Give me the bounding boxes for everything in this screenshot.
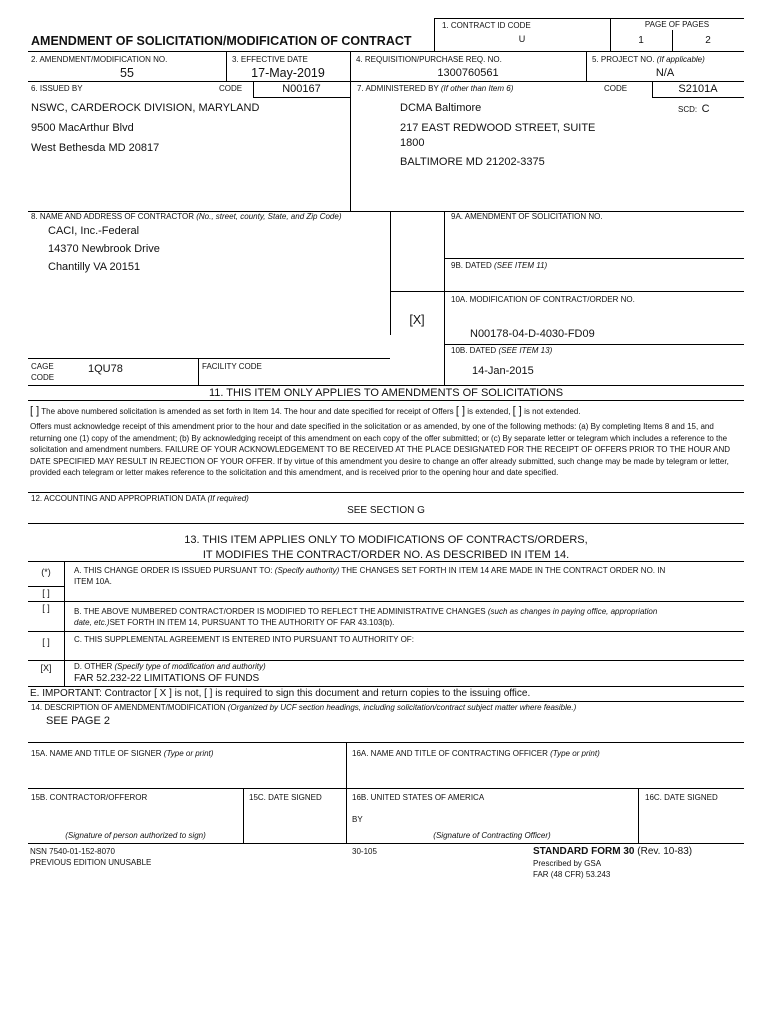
item-9a-label: 9A. AMENDMENT OF SOLICITATION NO. [451,212,603,221]
rule [350,81,351,211]
effective-date-label: 3. EFFECTIVE DATE [232,55,308,64]
rule [434,18,744,19]
administered-by-label [357,84,513,93]
item-13d-note: (Specify type of modification and authority) [114,662,266,671]
scd-value: C [701,103,710,115]
rule [444,258,744,259]
officer-signature-caption: (Signature of Contracting Officer) [433,831,551,840]
item-12-value: SEE SECTION G [347,505,425,516]
important-notice: E. IMPORTANT: Contractor [ X ] is not, [ ] is required to sign this document and return copies to the issuing office. [30,688,531,699]
rule [28,843,744,844]
item-10a-label: 10A. MODIFICATION OF CONTRACT/ORDER NO. [451,295,635,304]
item-13a-box[interactable]: [ ] [42,588,50,598]
standard-form-name: STANDARD FORM 30 [533,846,635,857]
item-13d-value: FAR 52.232-22 LIMITATIONS OF FUNDS [74,673,260,684]
page-total: 2 [705,35,711,46]
item-13b-note-2: date, etc.) [74,618,110,627]
item-12-text: 12. ACCOUNTING AND APPROPRIATION DATA [31,494,206,503]
item-13b-text: B. THE ABOVE NUMBERED CONTRACT/ORDER IS MODIFIED TO REFLECT THE ADMINISTRATIVE CHANGES [74,607,486,616]
item-13b-box[interactable]: [ ] [42,603,50,613]
item-9b-note: (SEE ITEM 11) [493,261,548,270]
rule [28,492,744,493]
item-13-star: (*) [41,567,51,577]
rule [64,561,65,686]
rule [638,788,639,843]
contractor-line-2: 14370 Newbrook Drive [48,243,160,255]
rule [28,523,744,524]
cage-value: 1QU78 [88,363,123,375]
issued-by-line-3: West Bethesda MD 20817 [31,142,160,154]
scd [678,99,710,117]
issued-code-value: N00167 [282,83,321,95]
item-13-heading-1: 13. THIS ITEM APPLIES ONLY TO MODIFICATIONS OF CONTRACTS/ORDERS, [184,534,588,546]
administered-line-1: DCMA Baltimore [400,102,482,114]
rule [28,586,64,587]
issued-by-line-1: NSWC, CARDEROCK DIVISION, MARYLAND [31,102,260,114]
rule [253,97,350,98]
rule [444,344,744,345]
item-13-heading-2: IT MODIFIES THE CONTRACT/ORDER NO. AS DESCRIBED IN ITEM 14. [202,549,570,561]
item-13a-note: (Specify authority) [274,566,340,575]
rule [652,97,744,98]
project-no-value: N/A [655,67,675,79]
item-13b-note: (such as changes in paying office, appropriation [487,607,658,616]
item-15c-label: 15C. DATE SIGNED [249,793,322,802]
item-13d-label [74,662,266,671]
cage-label-code: CODE [31,373,55,382]
rule [390,291,744,292]
project-label-text: 5. PROJECT NO. [592,55,655,64]
page-number: 1 [638,35,644,46]
item-13b-line-1 [74,607,657,616]
item-11-box-1[interactable]: [ ] [30,405,40,417]
administered-label-note: (If other than Item 6) [440,84,514,93]
item-13b-text-2: SET FORTH IN ITEM 14, PURSUANT TO THE AUTHORITY OF FAR 43.103(b). [109,618,395,627]
item-14-text: 14. DESCRIPTION OF AMENDMENT/MODIFICATION [31,703,226,712]
item-13a-text: A. THIS CHANGE ORDER IS ISSUED PURSUANT TO: [74,566,273,575]
rule [28,631,744,632]
effective-date-value: 17-May-2019 [251,66,325,80]
item-12-note: (If required) [207,494,249,503]
item-15a-text: 15A. NAME AND TITLE OF SIGNER [31,749,162,758]
item-15b-label: 15B. CONTRACTOR/OFFEROR [31,793,148,802]
item-9b-text: 9B. DATED [451,261,492,270]
rule [28,742,744,743]
far-reference: FAR (48 CFR) 53.243 [533,870,611,879]
item-12-label [31,494,249,503]
item-13d-text: D. OTHER [74,662,113,671]
rule [28,81,744,82]
scd-label: SCD: [678,105,698,114]
facility-code-label: FACILITY CODE [202,362,262,371]
sf30-form [28,18,744,879]
contractor-label-text: 8. NAME AND ADDRESS OF CONTRACTOR [31,212,194,221]
rule [198,358,199,385]
item-13c-text: C. THIS SUPPLEMENTAL AGREEMENT IS ENTERED INTO PURSUANT TO AUTHORITY OF: [74,635,414,644]
item-14-note: (Organized by UCF section headings, including solicitation/contract subject matter where feasible.) [227,703,577,712]
rule [28,701,744,702]
rule [28,660,744,661]
item-15a-label [31,749,213,758]
page-of-pages-label: PAGE OF PAGES [644,20,710,29]
contractor-signature-caption: (Signature of person authorized to sign) [65,831,206,840]
admin-code-value: S2101A [678,83,718,95]
item-10-mark: [X] [409,313,425,327]
item-16a-label [352,749,600,758]
item-11-not-extended: is not extended. [524,407,581,416]
contractor-label [31,212,342,221]
rule [28,51,744,52]
issued-by-label: 6. ISSUED BY [31,84,83,93]
item-15a-note: (Type or print) [163,749,214,758]
item-13b-line-2 [74,618,394,627]
item-11-line-1 [30,405,581,418]
item-11-extended: is extended, [467,407,511,416]
administered-line-4: BALTIMORE MD 21202-3375 [400,156,545,168]
rule [28,358,390,359]
previous-edition: PREVIOUS EDITION UNUSABLE [30,858,152,867]
rule [28,788,744,789]
rule [28,400,744,401]
item-16c-label: 16C. DATE SIGNED [645,793,718,802]
item-13a-line-2: ITEM 10A. [74,577,112,586]
item-10a-value: N00178-04-D-4030-FD09 [470,328,595,340]
item-11-box-2[interactable]: [ ] [455,405,466,417]
administered-line-3: 1800 [400,137,425,149]
nsn-number: NSN 7540-01-152-8070 [30,847,115,856]
item-10b-value: 14-Jan-2015 [472,365,534,377]
rule [28,385,744,386]
prescribed-by: Prescribed by GSA [533,859,602,868]
administered-line-2: 217 EAST REDWOOD STREET, SUITE [400,122,596,134]
requisition-value: 1300760561 [437,67,499,79]
project-no-label [592,55,705,64]
contract-id-label: 1. CONTRACT ID CODE [442,21,531,30]
item-10b-text: 10B. DATED [451,346,497,355]
project-label-note: (If applicable) [656,55,705,64]
item-11-heading: 11. THIS ITEM ONLY APPLIES TO AMENDMENTS OF SOLICITATIONS [208,387,564,399]
contractor-line-3: Chantilly VA 20151 [48,261,141,273]
contract-id-value: U [518,34,526,44]
item-16b-label: 16B. UNITED STATES OF AMERICA [352,793,485,802]
item-10b-label [451,346,552,355]
standard-form-rev: (Rev. 10-83) [637,846,693,857]
amendment-no-value: 55 [120,66,134,80]
issued-by-line-2: 9500 MacArthur Blvd [31,122,134,134]
item-11-line-1-text: The above numbered solicitation is amended as set forth in Item 14. The hour and date specified for receipt of Offers [41,407,454,416]
administered-label-text: 7. ADMINISTERED BY [357,84,439,93]
rule [243,788,244,843]
item-14-label [31,703,576,712]
item-11-box-3[interactable]: [ ] [512,405,522,417]
item-13a-text-2: THE CHANGES SET FORTH IN ITEM 14 ARE MADE IN THE CONTRACT ORDER NO. IN [341,566,666,575]
amendment-no-label: 2. AMENDMENT/MODIFICATION NO. [31,55,168,64]
admin-code-label: CODE [604,84,628,93]
contractor-line-1: CACI, Inc.-Federal [48,225,140,237]
cage-label: CAGE [31,362,54,371]
requisition-label: 4. REQUISITION/PURCHASE REQ. NO. [356,55,502,64]
rule [346,742,347,843]
item-16a-text: 16A. NAME AND TITLE OF CONTRACTING OFFICER [352,749,548,758]
item-13d-box[interactable]: [X] [40,663,52,673]
form-code: 30-105 [352,847,377,856]
item-16a-note: (Type or print) [550,749,600,758]
by-label: BY [352,815,363,824]
item-10b-note: (SEE ITEM 13) [498,346,553,355]
item-9b-label [451,261,547,270]
rule [28,686,744,687]
item-13a-line-1 [74,566,665,575]
contractor-label-note: (No., street, county, State, and Zip Code) [196,212,342,221]
item-11-instructions: Offers must acknowledge receipt of this amendment prior to the hour and date specified in the solicitation or as amended, by one of the following methods: (a) By completing Items 8 and 15, and returning one (1) copy of the amendment; (b) By acknowledging receipt of this amendment on each copy of the offer submitted; or (c) By separate letter or telegram which includes a reference to the solicitation and amendment numbers. FAILURE OF YOUR ACKNOWLEDGEMENT TO BE RECEIVED AT THE PLACE DESIGNATED FOR THE RECEIPT OF OFFERS PRIOR TO THE HOUR AND DATE SPECIFIED MAY RESULT IN REJECTION OF YOUR OFFER. If by virtue of this amendment you desire to change an offer already submitted, such change may be made by telegram or letter, provided each telegram or letter makes reference to the solicitation and this amendment, and is received prior to the opening hour and date specified. [30,422,731,478]
rule [28,601,744,602]
form-title: AMENDMENT OF SOLICITATION/MODIFICATION OF CONTRACT [31,34,412,48]
issued-code-label: CODE [219,84,243,93]
standard-form-title [533,846,692,858]
item-13c-box[interactable]: [ ] [42,637,50,647]
item-14-value: SEE PAGE 2 [46,715,110,727]
rule [444,211,445,385]
